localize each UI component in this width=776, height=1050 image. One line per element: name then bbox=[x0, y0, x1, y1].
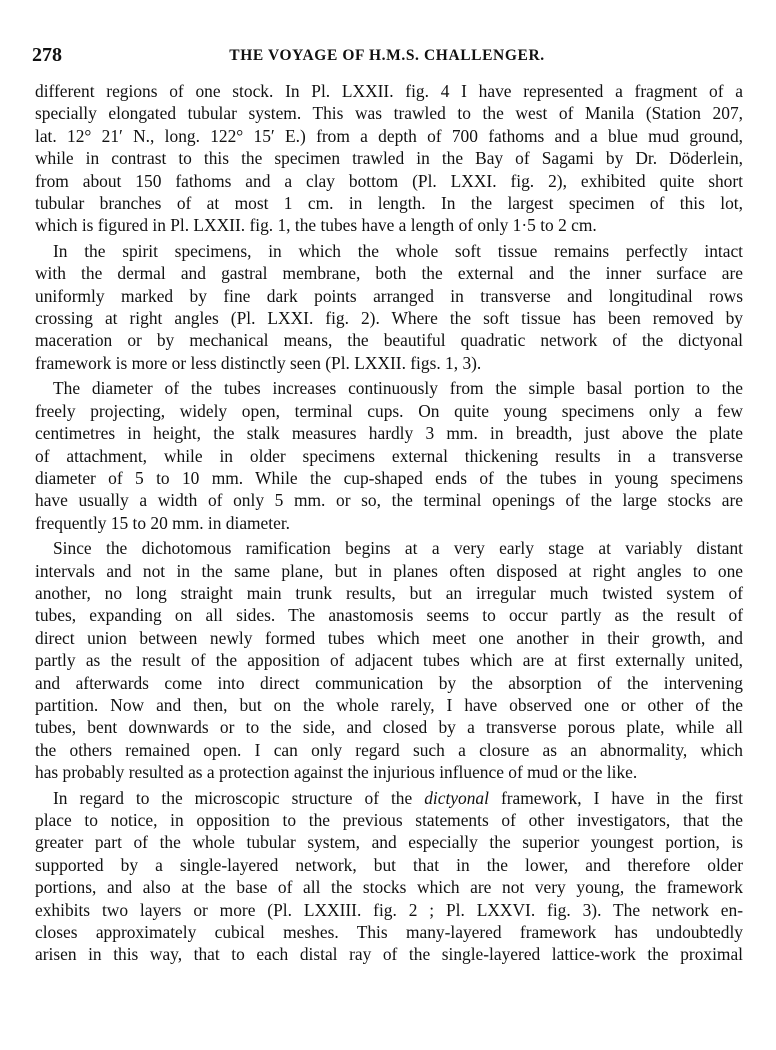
text-line: portions, and also at the base of all the stocks which are not very young, the framework bbox=[35, 877, 743, 898]
text-line: frequently 15 to 20 mm. in diameter. bbox=[35, 512, 291, 533]
paragraph bbox=[35, 537, 743, 783]
text-line: of attachment, while in older specimens external thickening results in a transverse bbox=[35, 445, 743, 466]
text-line: framework is more or less distinctly seen (Pl. LXXII. figs. 1, 3). bbox=[35, 352, 482, 373]
text-line: In the spirit specimens, in which the whole soft tissue remains perfectly intact bbox=[53, 240, 743, 261]
text-line: tubular branches of at most 1 cm. in length. In the largest specimen of this lot, bbox=[35, 193, 743, 214]
italic-term: dictyonal bbox=[424, 787, 489, 808]
paragraph bbox=[35, 240, 743, 374]
text-line: lat. 12° 21′ N., long. 122° 15′ E.) from a depth of 700 fathoms and a blue mud ground, bbox=[35, 125, 743, 146]
running-title: THE VOYAGE OF H.M.S. CHALLENGER. bbox=[229, 47, 545, 64]
text-line: place to notice, in opposition to the previous statements of other investigators, that the bbox=[35, 810, 743, 830]
text-line: and afterwards come into direct communication by the absorption of the intervening bbox=[35, 672, 743, 693]
text-line: uniformly marked by fine dark points arranged in transverse and longitudinal rows bbox=[35, 285, 743, 306]
text-line: centimetres in height, the stalk measures hardly 3 mm. in breadth, just above the plate bbox=[35, 423, 743, 444]
paragraph bbox=[35, 377, 743, 534]
text-line: with the dermal and gastral membrane, both the external and the inner surface are bbox=[35, 263, 743, 284]
text-line: Since the dichotomous ramification begins at a very early stage at variably distant bbox=[53, 538, 743, 559]
text-line: tubes, bent downwards or to the side, and closed by a transverse porous plate, while all bbox=[35, 717, 743, 738]
text-line: greater part of the whole tubular system, and especially the superior youngest portion, is bbox=[35, 832, 743, 853]
text-line: freely projecting, widely open, terminal cups. On quite young specimens only a few bbox=[35, 400, 743, 421]
body-text bbox=[35, 80, 743, 966]
text-line: supported by a single-layered network, but that in the lower, and therefore older bbox=[35, 854, 743, 875]
text-line: closes approximately cubical meshes. This many-layered framework has undoubtedly bbox=[35, 922, 743, 943]
text-line: partly as the result of the apposition of adjacent tubes which are at first externally united, bbox=[35, 650, 743, 671]
text-line: specially elongated tubular system. This was trawled to the west of Manila (Station 207, bbox=[35, 103, 743, 124]
text-line: arisen in this way, that to each distal ray of the single-layered lattice-work the proximal bbox=[35, 944, 743, 965]
text-line: The diameter of the tubes increases continuously from the simple basal portion to the bbox=[53, 378, 743, 399]
text-line: another, no long straight main trunk results, but an irregular much twisted system of bbox=[35, 582, 743, 603]
paragraph bbox=[35, 80, 743, 237]
paragraph bbox=[35, 787, 743, 966]
text-line: crossing at right angles (Pl. LXXI. fig. 2). Where the soft tissue has been removed by bbox=[35, 308, 743, 329]
text-line: which is figured in Pl. LXXII. fig. 1, the tubes have a length of only 1·5 to 2 cm. bbox=[35, 215, 597, 236]
text-line: direct union between newly formed tubes which meet one another in their growth, and bbox=[35, 627, 743, 648]
text-line: maceration or by mechanical means, the beautiful quadratic network of the dictyonal bbox=[35, 330, 743, 351]
text-line: intervals and not in the same plane, but in planes often disposed at right angles to one bbox=[35, 560, 743, 581]
text-line: In regard to the microscopic structure of the dictyonal framework, I have in the first bbox=[53, 787, 743, 808]
text-line: has probably resulted as a protection against the injurious influence of mud or the like. bbox=[35, 762, 638, 783]
text-line: partition. Now and then, but on the whole rarely, I have observed one or other of the bbox=[35, 694, 743, 715]
text-line: diameter of 5 to 10 mm. While the cup-shaped ends of the tubes in young specimens bbox=[35, 467, 743, 488]
text-line: have usually a width of only 5 mm. or so, the terminal openings of the large stocks are bbox=[35, 490, 743, 511]
text-line: from about 150 fathoms and a clay bottom (Pl. LXXI. fig. 2), exhibited quite short bbox=[35, 170, 743, 191]
text-line: tubes, expanding on all sides. The anastomosis seems to occur partly as the result of bbox=[35, 605, 743, 626]
page-number: 278 bbox=[32, 44, 62, 66]
text-line: different regions of one stock. In Pl. LXXII. fig. 4 I have represented a fragment of a bbox=[35, 81, 743, 101]
text-line: the others remained open. I can only regard such a closure as an abnormality, which bbox=[35, 739, 743, 760]
text-line: while in contrast to this the specimen trawled in the Bay of Sagami by Dr. Döderlein, bbox=[35, 148, 743, 169]
page-header bbox=[32, 44, 742, 68]
text-line: exhibits two layers or more (Pl. LXXIII. fig. 2 ; Pl. LXXVI. fig. 3). The network en- bbox=[35, 899, 743, 920]
